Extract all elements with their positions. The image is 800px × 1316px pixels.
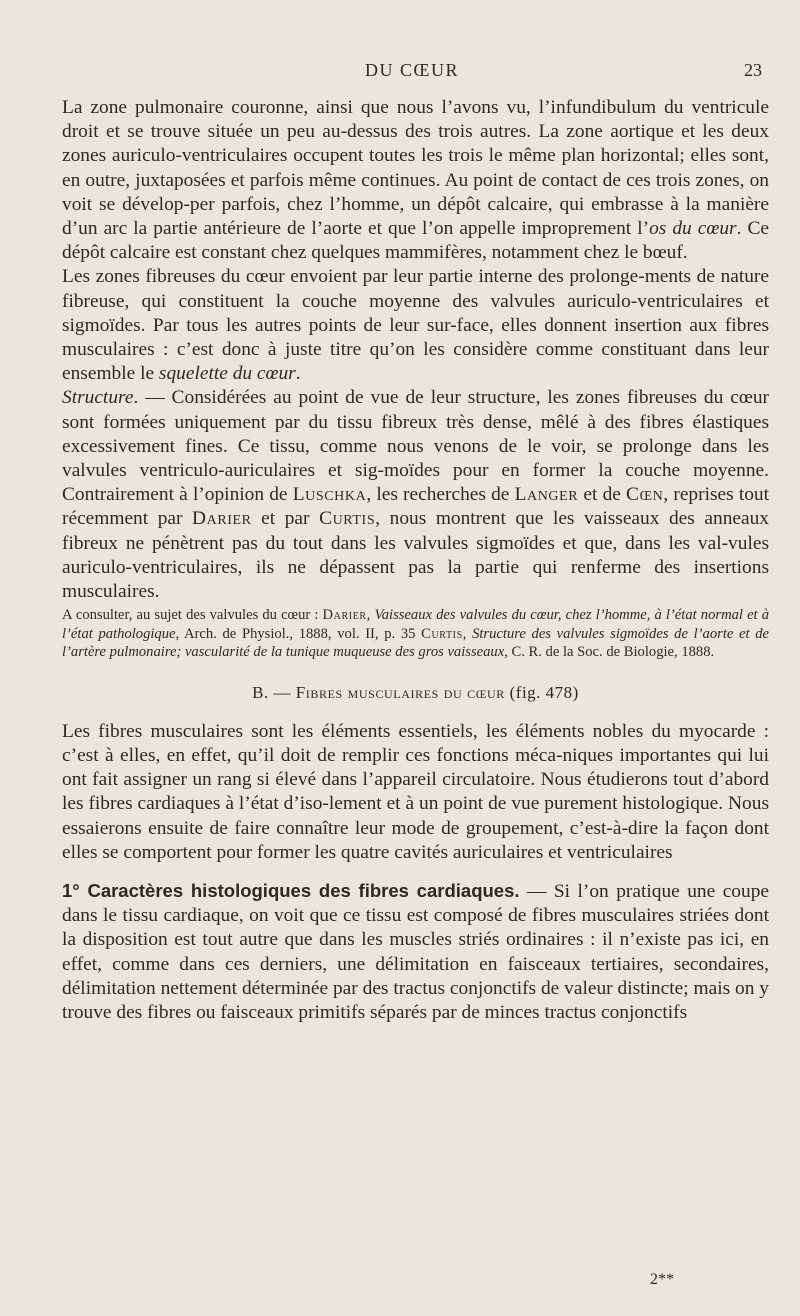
- note-text: A consulter, au sujet des valvules du cœur :: [62, 607, 323, 624]
- paragraph-text: , reprises tout récemment par: [62, 484, 769, 530]
- note-text: , Arch. de Physiol., 1888, vol. II, p. 35: [175, 625, 422, 642]
- section-heading: [62, 681, 769, 705]
- signature-mark: 2**: [650, 1271, 674, 1288]
- running-head: [62, 60, 762, 86]
- paragraph-muscle-fibres: [62, 720, 769, 865]
- paragraph-text: . — Considérées au point de vue de leur structure, les zones fibreuses du cœur sont formées uniquement par du tissu fibreux très dense, mêlé à des fibres élastiques excessivement fines. Ce tissu, comme nous venons de le voir, se prolonge dans les valvules ventriculo-auriculaires et sig-moïdes pour en former la couche moyenne. Contrairement à l’opinion de: [62, 387, 769, 506]
- paragraph-text: Les zones fibreuses du cœur envoient par leur partie interne des prolonge-ments de nature fibreuse, qui constituent la couche moyenne des valvules auriculo-ventriculaires et sigmoïdes. Par tous les autres points de leur sur-face, elles donnent insertion aux fibres musculaires : c’est donc à juste titre qu’on les considère comme constituant dans leur ensemble le: [62, 266, 769, 385]
- body-text: [62, 96, 769, 1025]
- author-name: Cœn: [626, 484, 664, 506]
- heading-title: Fibres musculaires du cœur: [295, 683, 505, 703]
- author-name: Curtis: [319, 508, 376, 530]
- paragraph-structure: [62, 386, 769, 604]
- italic-term: Structure: [62, 387, 134, 409]
- heading-text: B. —: [252, 683, 296, 703]
- reference-title: Structure des valvules sigmoïdes de l’aorte et de l’artère pulmonaire; vascularité de la tunique muqueuse des gros vaisseaux: [62, 625, 769, 661]
- paragraph-fibrous-zones: [62, 265, 769, 386]
- paragraph-text: et de: [578, 484, 627, 506]
- italic-term: os du cœur: [649, 218, 737, 240]
- running-title: DU CŒUR: [364, 60, 459, 80]
- note-text: , C. R. de la Soc. de Biologie, 1888.: [504, 644, 715, 661]
- subsection-heading: 1° Caractères histologiques des fibres cardiaques.: [62, 879, 520, 901]
- paragraph-text: , nous montrent que les vaisseaux des anneaux fibreux ne pénètrent pas du tout dans les valvules sigmoïdes et que, dans les val-vules auriculo-ventriculaires, ils ne dépassent pas la partie qui renferme des insertions musculaires.: [62, 508, 769, 603]
- paragraph-text: et par: [251, 508, 320, 530]
- author-name: Darier: [322, 607, 367, 624]
- note-text: ,: [462, 625, 473, 642]
- paragraph-text: — Si l’on pratique une coupe dans le tissu cardiaque, on voit que ce tissu est composé de fibres musculaires striées dont la disposition est tout autre que dans les muscles striés ordinaires : il n’existe pas ici, en effet, comme dans ces derniers, une délimitation en faisceaux tertiaires, secondaires, délimitation nettement déterminée par des tractus conjonctifs de valeur distincte; mais on y trouve des fibres ou faisceaux primitifs séparés par de minces tractus conjonctifs: [62, 880, 769, 1023]
- reference-title: Vaisseaux des valvules du cœur, chez l’homme, à l’état normal et à l’état pathologique: [62, 607, 770, 642]
- paragraph-text: , les recherches de: [366, 484, 515, 506]
- paragraph-text: . Ce dépôt calcaire est constant chez quelques mammifères, notamment chez le bœuf.: [62, 218, 769, 264]
- note-text: ,: [366, 607, 375, 624]
- paragraph-histology: [62, 879, 769, 1025]
- author-name: Luschka: [292, 484, 367, 506]
- paragraph-text: La zone pulmonaire couronne, ainsi que nous l’avons vu, l’infundibulum du ventricule droit et se trouve située un peu au-dessus des trois autres. La zone aortique et les deux zones auriculo-ventriculaires occupent toutes les trois le même plan horizontal; elles sont, en outre, juxtaposées et parfois même continues. Au point de contact de ces trois zones, on voit se dévelop-per parfois, chez l’homme, un dépôt calcaire, qui embrasse à la manière d’un arc la partie antérieure de l’aorte et que l’on appelle improprement l’: [62, 97, 769, 240]
- author-name: Curtis: [421, 625, 463, 642]
- paragraph-text: .: [295, 363, 301, 385]
- paragraph-pulmonary-zone: [62, 96, 769, 265]
- author-name: Langer: [514, 484, 579, 506]
- bibliography-note: [62, 606, 769, 661]
- italic-term: squelette du cœur: [158, 363, 296, 385]
- page-number: 23: [744, 60, 762, 80]
- paragraph-text: Les fibres musculaires sont les éléments essentiels, les éléments nobles du myocarde : c’est à elles, en effet, qu’il doit de remplir ces fonctions méca-niques importantes qui lui ont fait assigner un rang si élevé dans l’appareil circulatoire. Nous étudierons tout d’abord les fibres cardiaques à l’état d’iso-lement et à un point de vue purement histologique. Nous essaierons ensuite de faire connaître leur mode de groupement, c’est-à-dire la façon dont elles se comportent pour former les quatre cavités auriculaires et ventriculaires: [62, 720, 769, 863]
- author-name: Darier: [192, 508, 252, 530]
- heading-text: (fig. 478): [504, 683, 579, 703]
